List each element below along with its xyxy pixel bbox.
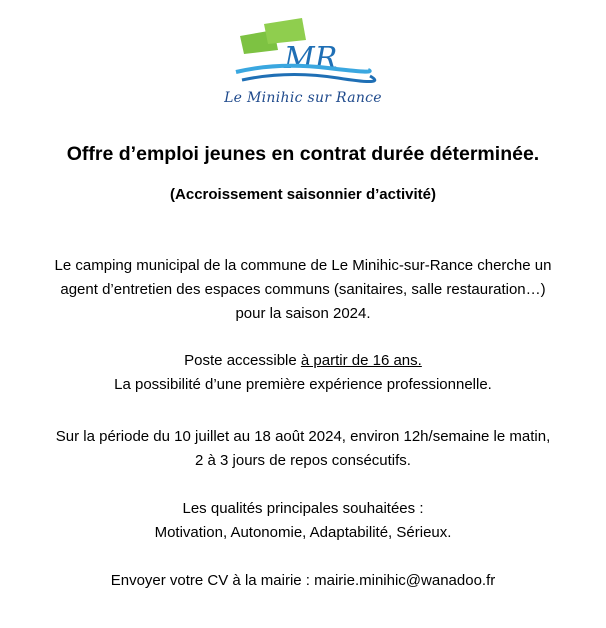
logo-wave-bottom bbox=[242, 74, 375, 81]
offer-title: Offre d’emploi jeunes en contrat durée déterminée. bbox=[66, 143, 540, 165]
town-logo bbox=[218, 16, 388, 112]
intro-line: Le camping municipal de la commune de Le Minihic-sur-Rance cherche un bbox=[54, 257, 552, 274]
logo-town-name: Le Minihic sur Rance bbox=[224, 90, 382, 106]
period-paragraph bbox=[0, 425, 606, 473]
access-age-underlined: à partir de 16 ans. bbox=[300, 352, 422, 369]
access-paragraph bbox=[0, 349, 606, 397]
period-line: Sur la période du 10 juillet au 18 août 2024, environ 12h/semaine le matin, bbox=[55, 428, 551, 445]
qualities-heading: Les qualités principales souhaitées : bbox=[182, 500, 424, 517]
intro-line: pour la saison 2024. bbox=[235, 305, 371, 322]
access-prefix: Poste accessible bbox=[184, 352, 301, 369]
contact-paragraph bbox=[0, 569, 606, 593]
period-line: 2 à 3 jours de repos consécutifs. bbox=[195, 452, 411, 469]
intro-line: agent d’entretien des espaces communs (sanitaires, salle restauration…) bbox=[60, 281, 546, 298]
qualities-paragraph bbox=[0, 497, 606, 545]
intro-paragraph bbox=[0, 254, 606, 326]
qualities-list: Motivation, Autonomie, Adaptabilité, Sérieux. bbox=[154, 524, 452, 541]
access-line: La possibilité d’une première expérience professionnelle. bbox=[114, 376, 492, 393]
contact-line: Envoyer votre CV à la mairie : mairie.minihic@wanadoo.fr bbox=[110, 572, 496, 589]
offer-subtitle: (Accroissement saisonnier d’activité) bbox=[170, 186, 436, 203]
access-age-line bbox=[0, 349, 606, 373]
logo-emblem bbox=[218, 16, 388, 90]
logo-monogram: MR bbox=[284, 41, 338, 76]
